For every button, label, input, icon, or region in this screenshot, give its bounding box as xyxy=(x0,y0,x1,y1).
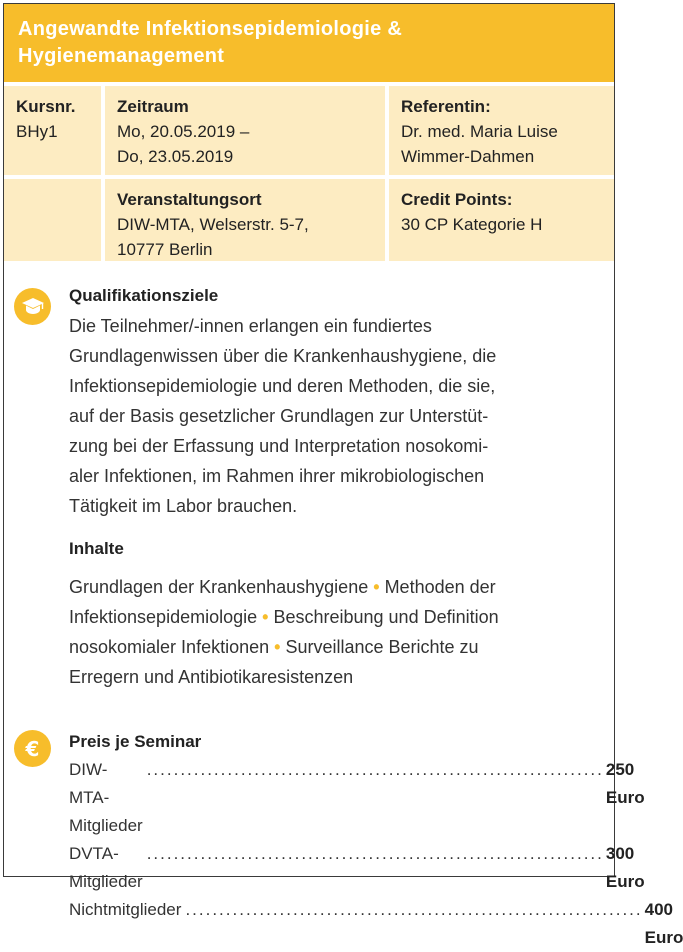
price-list xyxy=(69,756,683,952)
preis-heading: Preis je Seminar xyxy=(69,732,202,751)
course-card xyxy=(3,3,683,947)
kursnr-label: Kursnr. xyxy=(16,97,76,116)
price-row xyxy=(69,896,683,952)
preis-section xyxy=(4,730,683,952)
inhalte-item: nosokomialer Infektionen xyxy=(69,637,270,657)
course-title-line-2: Hygienemanagement xyxy=(18,45,225,67)
inhalte-text xyxy=(69,572,594,692)
kursnr-value: BHy1 xyxy=(16,122,58,141)
zeitraum-end: Do, 23.05.2019 xyxy=(117,147,234,166)
inhalte-item: Beschreibung und Definition xyxy=(273,607,499,627)
referentin-name-1: Dr. med. Maria Luise xyxy=(401,122,558,141)
inhalte-heading: Inhalte xyxy=(69,539,124,558)
price-label: Nichtmitglieder xyxy=(69,900,182,919)
bullet-separator: • xyxy=(373,577,380,597)
credit-points-value: 30 CP Kategorie H xyxy=(401,215,543,234)
price-label: DVTA-Mitglieder xyxy=(69,844,143,891)
inhalte-section xyxy=(4,537,614,692)
inhalte-item: Infektionsepidemiologie xyxy=(69,607,258,627)
zeitraum-start: Mo, 20.05.2019 – xyxy=(117,122,250,141)
veranstaltungsort-cell xyxy=(105,179,385,261)
qualifikation-line: Tätigkeit im Labor brauchen. xyxy=(69,496,298,516)
qualifikation-line: zung bei der Erfassung und Interpretation nosokomi- xyxy=(69,436,489,456)
credit-points-label: Credit Points: xyxy=(401,190,513,209)
bullet-separator: • xyxy=(274,637,281,657)
qualifikation-line: aler Infektionen, im Rahmen ihrer mikrobiologischen xyxy=(69,466,485,486)
qualifikation-text xyxy=(69,311,594,521)
qualifikation-heading: Qualifikationsziele xyxy=(69,286,219,305)
price-row xyxy=(69,756,645,840)
kursnr-cell xyxy=(4,86,101,175)
bullet-separator: • xyxy=(262,607,269,627)
inhalte-line: Erregern und Antibiotikaresistenzen xyxy=(69,667,354,687)
qualifikation-line: auf der Basis gesetzlicher Grundlagen zur Unterstüt- xyxy=(69,406,489,426)
price-amount: 400 Euro xyxy=(644,900,683,947)
veranstaltungsort-line-1: DIW-MTA, Welserstr. 5-7, xyxy=(117,215,309,234)
zeitraum-cell xyxy=(105,86,385,175)
inhalte-item: Methoden der xyxy=(384,577,496,597)
inhalte-item: Surveillance Berichte zu xyxy=(285,637,479,657)
credit-points-cell xyxy=(389,179,614,261)
qualifikation-line: Infektionsepidemiologie und deren Methoden, die sie, xyxy=(69,376,496,396)
price-amount: 250 Euro xyxy=(605,760,645,807)
zeitraum-label: Zeitraum xyxy=(117,97,189,116)
euro-icon xyxy=(14,730,51,767)
inhalte-line xyxy=(69,632,594,662)
qualifikation-section xyxy=(4,284,614,521)
dot-leader: .................................................................... xyxy=(185,900,643,919)
empty-cell xyxy=(4,179,101,261)
qualifikation-line: Grundlagenwissen über die Krankenhaushygiene, die xyxy=(69,346,497,366)
course-title xyxy=(4,4,614,82)
referentin-name-2: Wimmer-Dahmen xyxy=(401,147,535,166)
euro-glyph: € xyxy=(25,736,40,761)
dot-leader: .................................................................... xyxy=(146,760,604,779)
price-row xyxy=(69,840,645,896)
price-amount: 300 Euro xyxy=(605,844,645,891)
veranstaltungsort-line-2: 10777 Berlin xyxy=(117,240,213,259)
inhalte-item: Grundlagen der Krankenhaushygiene xyxy=(69,577,369,597)
qualifikation-line: Die Teilnehmer/-innen erlangen ein fundiertes xyxy=(69,316,432,336)
inhalte-line xyxy=(69,602,594,632)
course-info-grid xyxy=(4,86,614,261)
price-label: DIW-MTA-Mitglieder xyxy=(69,760,143,835)
inhalte-line xyxy=(69,572,594,602)
graduation-cap-icon xyxy=(14,288,51,325)
referentin-cell xyxy=(389,86,614,175)
referentin-label: Referentin: xyxy=(401,97,491,116)
veranstaltungsort-label: Veranstaltungsort xyxy=(117,190,262,209)
dot-leader: .................................................................... xyxy=(146,844,604,863)
course-title-line-1: Angewandte Infektionsepidemiologie & xyxy=(18,18,403,40)
